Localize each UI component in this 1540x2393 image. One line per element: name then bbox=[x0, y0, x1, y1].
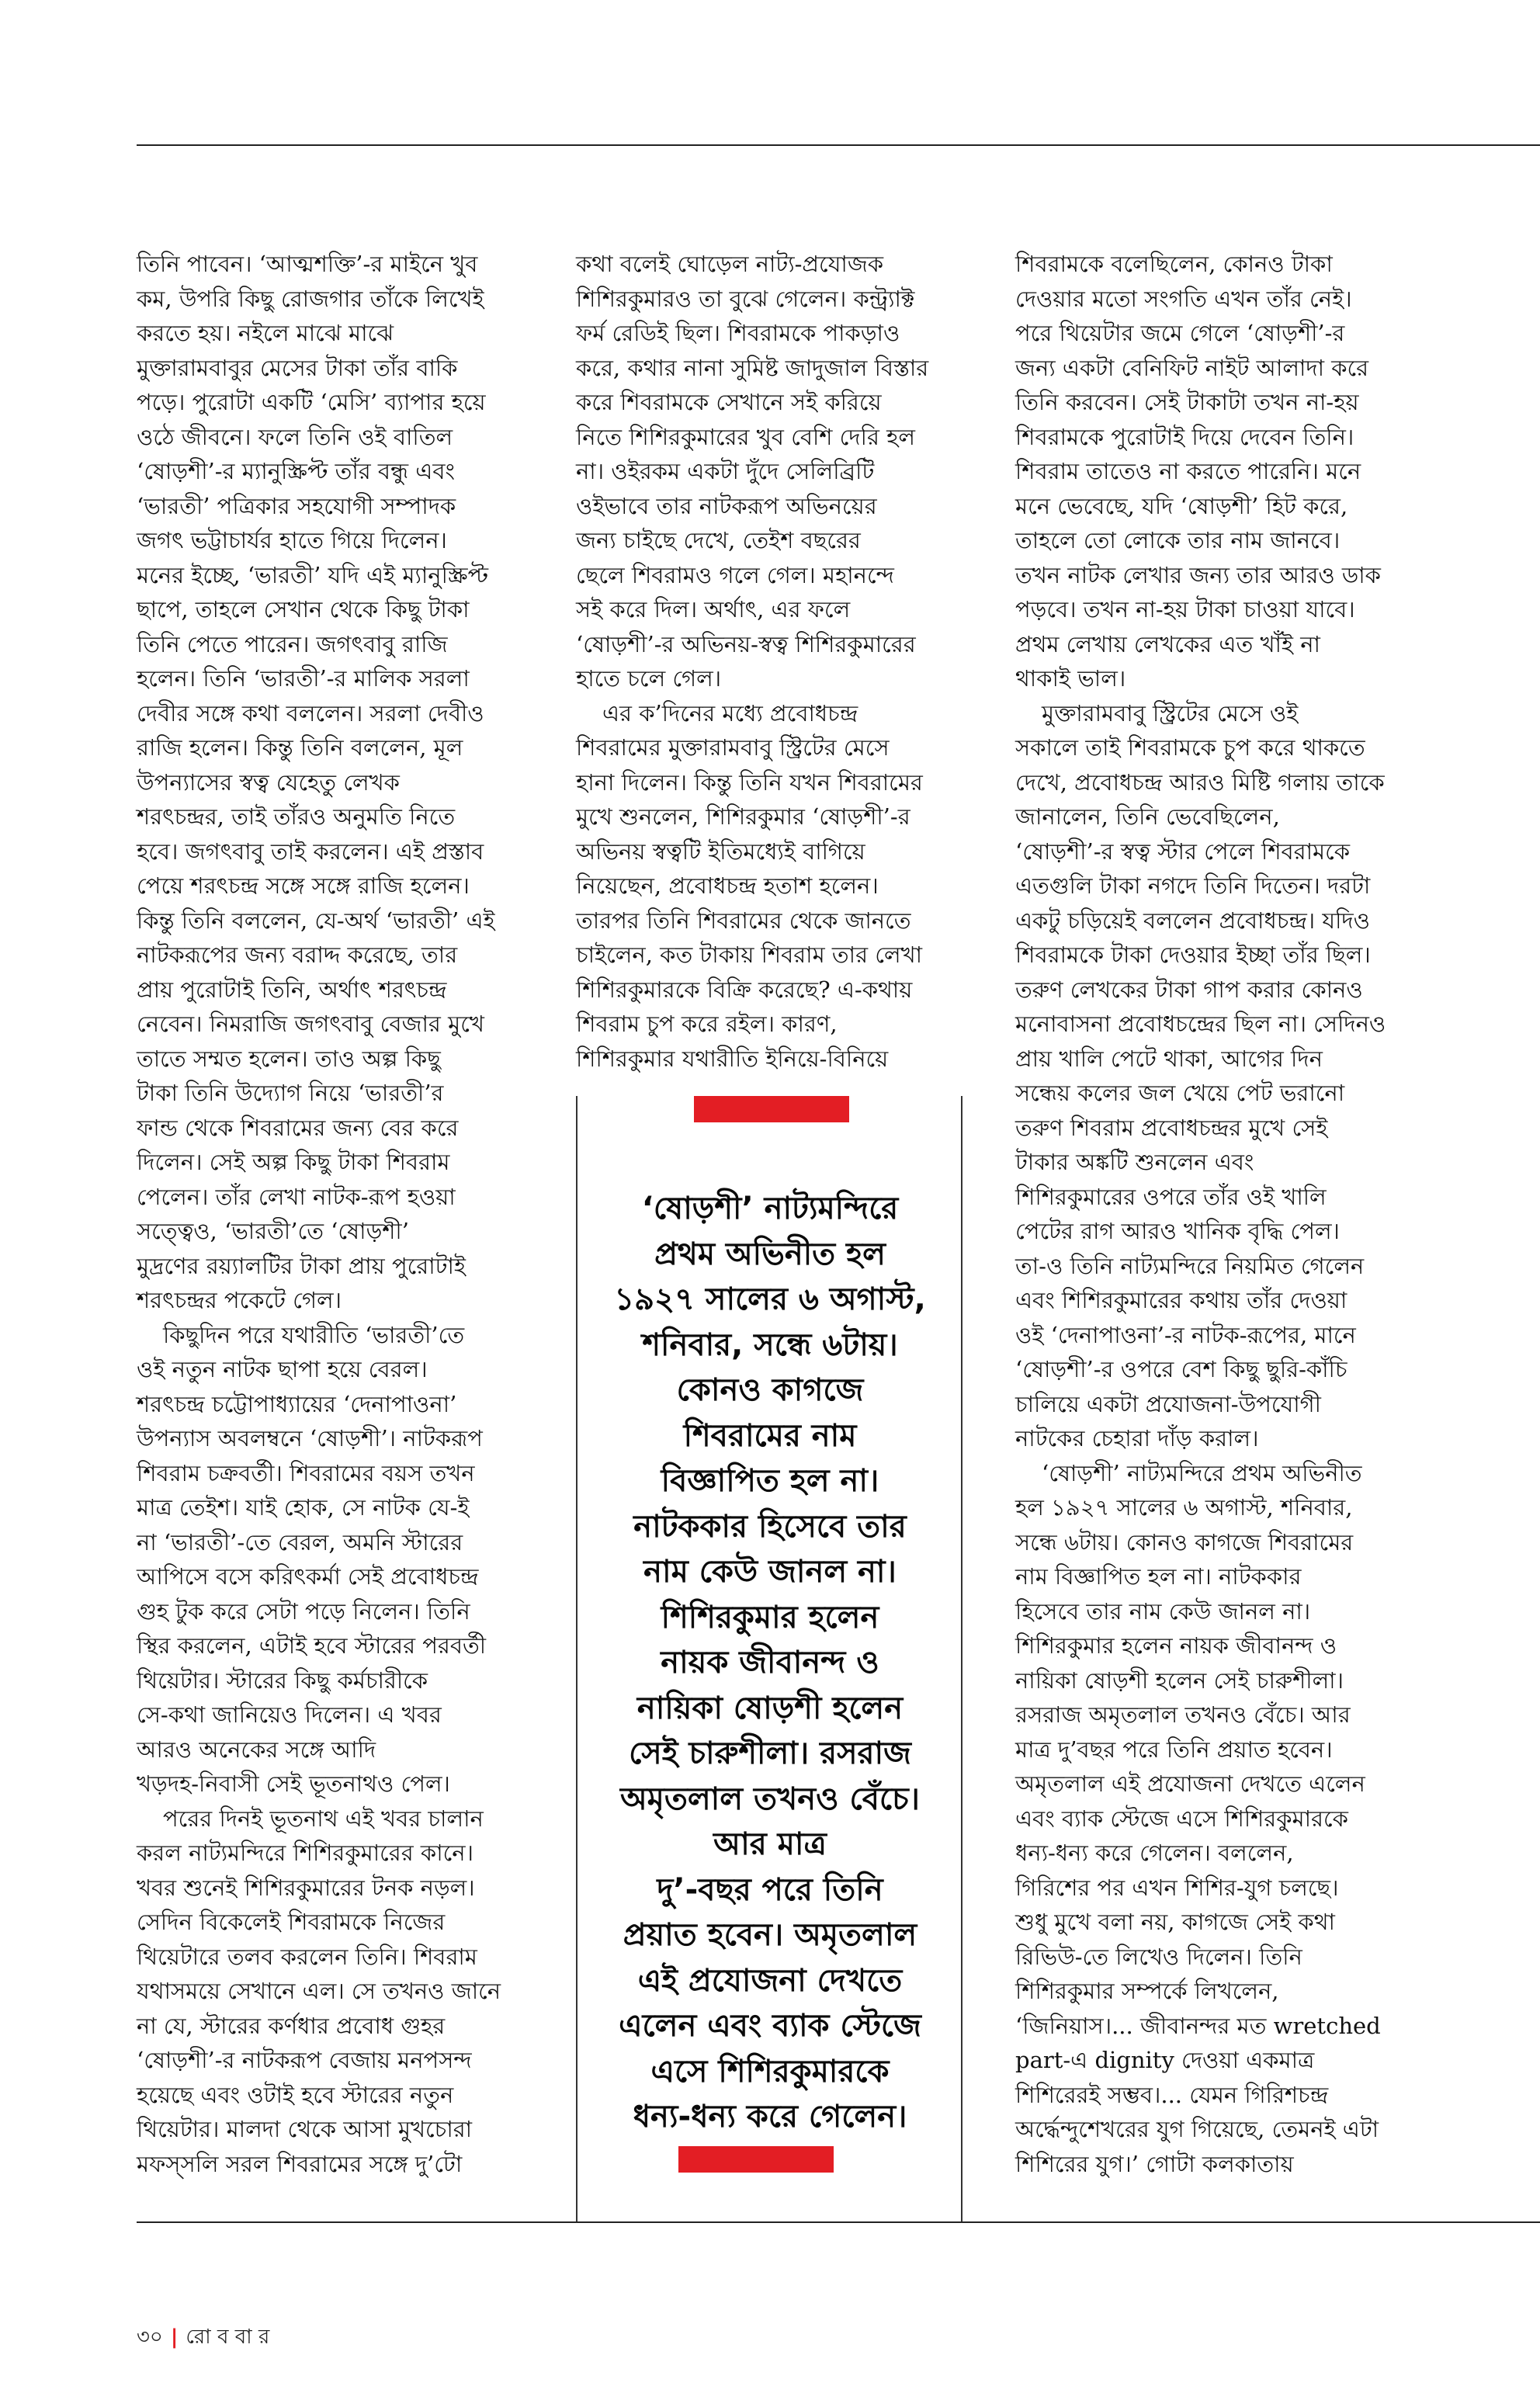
text-line: এবং ব্যাক স্টেজে এসে শিশিরকুমারকে bbox=[1015, 1805, 1348, 1832]
text-line: জানালেন, তিনি ভেবেছিলেন, bbox=[1015, 803, 1280, 830]
text-line: দেওয়ার মতো সংগতি এখন তাঁর নেই। bbox=[1015, 285, 1352, 312]
text-line: পরের দিনই ভূতনাথ এই খবর চালান bbox=[163, 1805, 484, 1832]
text-line: গিরিশের পর এখন শিশির-যুগ চলছে। bbox=[1015, 1874, 1339, 1901]
pullquote-line: সেই চারুশীলা। রসরাজ bbox=[629, 1736, 911, 1771]
text-line: রাজি হলেন। কিন্তু তিনি বললেন, মূল bbox=[137, 734, 463, 761]
text-line: ওই নতুন নাটক ছাপা হয়ে বেরল। bbox=[137, 1356, 428, 1382]
text-line: মফস্সলি সরল শিবরামের সঙ্গে দু’টো bbox=[137, 2150, 463, 2177]
text-line: নাটকের চেহারা দাঁড় করাল। bbox=[1015, 1425, 1259, 1451]
text-line: দেবীর সঙ্গে কথা বললেন। সরলা দেবীও bbox=[137, 699, 484, 727]
text-line: ‘ষোড়শী’-র ম্যানুস্ক্রিপ্ট তাঁর বন্ধু এবং bbox=[137, 458, 455, 484]
text-line: শিবরাম চক্রবর্তী। শিবরামের বয়স তখন bbox=[137, 1459, 475, 1486]
text-line: তরুণ শিবরাম প্রবোধচন্দ্রর মুখে সেই bbox=[1015, 1114, 1328, 1141]
text-line: পেলেন। তাঁর লেখা নাটক-রূপ হওয়া bbox=[137, 1183, 456, 1210]
text-line: হবে। জগৎবাবু তাই করলেন। এই প্রস্তাব bbox=[137, 838, 484, 865]
text-line: প্রায় পুরোটাই তিনি, অর্থাৎ শরৎচন্দ্র bbox=[137, 976, 447, 1003]
text-line: করল নাট্যমন্দিরে শিশিরকুমারের কানে। bbox=[137, 1840, 473, 1866]
text-line: মাত্র তেইশ। যাই হোক, সে নাটক যে-ই bbox=[137, 1494, 470, 1521]
text-line: প্রথম লেখায় লেখকের এত খাঁই না bbox=[1015, 630, 1320, 657]
text-line: কিছুদিন পরে যথারীতি ‘ভারতী’তে bbox=[163, 1321, 465, 1348]
pullquote-line: এলেন এবং ব্যাক স্টেজে bbox=[619, 2008, 921, 2044]
text-line: সন্ধে ৬টায়। কোনও কাগজে শিবরামের bbox=[1015, 1528, 1354, 1555]
text-line: তাহলে তো লোকে তার নাম জানবে। bbox=[1015, 527, 1341, 553]
text-line: খবর শুনেই শিশিরকুমারের টনক নড়ল। bbox=[137, 1874, 475, 1901]
text-line: শরৎচন্দ্র চট্টোপাধ্যায়ের ‘দেনাপাওনা’ bbox=[137, 1390, 457, 1417]
pullquote-line: আর মাত্র bbox=[713, 1826, 827, 1862]
text-line: পেয়ে শরৎচন্দ্র সঙ্গে সঙ্গে রাজি হলেন। bbox=[137, 872, 470, 899]
text-line: শিবরামকে টাকা দেওয়ার ইচ্ছা তাঁর ছিল। bbox=[1015, 942, 1371, 968]
text-line: নায়িকা ষোড়শী হলেন সেই চারুশীলা। bbox=[1015, 1666, 1344, 1694]
text-line: পড়ে। পুরোটা একটি ‘মেসি’ ব্যাপার হয়ে bbox=[137, 389, 486, 415]
text-line: হানা দিলেন। কিন্তু তিনি যখন শিবরামের bbox=[576, 768, 923, 796]
text-line: করে, কথার নানা সুমিষ্ট জাদুজাল বিস্তার bbox=[576, 354, 929, 381]
page-footer bbox=[137, 2321, 269, 2355]
pullquote-line: শিবরামের নাম bbox=[683, 1417, 857, 1454]
text-line: চালিয়ে একটা প্রযোজনা-উপযোগী bbox=[1015, 1390, 1321, 1417]
text-line: মুক্তারামবাবু স্ট্রিটের মেসে ওই bbox=[1042, 699, 1299, 727]
text-line: তারপর তিনি শিবরামের থেকে জানতে bbox=[576, 907, 911, 934]
text-line: মুক্তারামবাবুর মেসের টাকা তাঁর বাকি bbox=[137, 354, 458, 381]
pullquote-line: নাটককার হিসেবে তার bbox=[633, 1508, 907, 1545]
text-line: ওঠে জীবনে। ফলে তিনি ওই বাতিল bbox=[137, 423, 453, 450]
pullquote-divider-left bbox=[576, 1096, 578, 2221]
text-line: মনে ভেবেছে, যদি ‘ষোড়শী’ হিট করে, bbox=[1015, 492, 1348, 519]
pullquote-line: দু’-বছর পরে তিনি bbox=[657, 1871, 883, 1908]
text-line: হয়েছে এবং ওটাই হবে স্টারের নতুন bbox=[137, 2081, 454, 2108]
text-line: ‘ভারতী’ পত্রিকার সহযোগী সম্পাদক bbox=[137, 492, 456, 519]
text-line: শিবরামকে পুরোটাই দিয়ে দেবেন তিনি। bbox=[1015, 423, 1354, 450]
pullquote-line: এসে শিশিরকুমারকে bbox=[650, 2053, 890, 2090]
text-line: মুখে শুনলেন, শিশিরকুমার ‘ষোড়শী’-র bbox=[576, 803, 910, 830]
text-line: কম, উপরি কিছু রোজগার তাঁকে লিখেই bbox=[137, 285, 484, 312]
page-number: ৩০ bbox=[137, 2325, 163, 2349]
text-line: ওইভাবে তার নাটকরূপ অভিনয়ের bbox=[576, 492, 877, 519]
text-line: শিবরামকে বলেছিলেন, কোনও টাকা bbox=[1015, 251, 1333, 277]
text-line: থিয়েটার। মালদা থেকে আসা মুখচোরা bbox=[137, 2116, 473, 2142]
text-line: যথাসময়ে সেখানে এল। সে তখনও জানে bbox=[137, 1978, 501, 2004]
text-line: ফান্ড থেকে শিবরামের জন্য বের করে bbox=[137, 1114, 459, 1141]
text-line: শুধু মুখে বলা নয়, কাগজে সেই কথা bbox=[1015, 1909, 1335, 1935]
text-line: শিবরাম তাতেও না করতে পারেনি। মনে bbox=[1015, 458, 1361, 484]
text-line: আরও অনেকের সঙ্গে আদি bbox=[137, 1736, 376, 1763]
article-column-1 bbox=[137, 247, 540, 2181]
text-line: নিয়েছেন, প্রবোধচন্দ্র হতাশ হলেন। bbox=[576, 872, 879, 899]
text-line: ছাপে, তাহলে সেখান থেকে কিছু টাকা bbox=[137, 596, 470, 623]
text-line: নাটকরূপের জন্য বরাদ্দ করেছে, তার bbox=[137, 942, 458, 968]
article-column-3 bbox=[1015, 247, 1419, 2181]
pullquote-line: ১৯২৭ সালের ৬ অগাস্ট, bbox=[614, 1281, 926, 1317]
text-line: দিলেন। সেই অল্প কিছু টাকা শিবরাম bbox=[137, 1149, 450, 1175]
text-line: হিসেবে তার নাম কেউ জানল না। bbox=[1015, 1597, 1311, 1625]
text-line: গুহ টুক করে সেটা পড়ে নিলেন। তিনি bbox=[137, 1597, 470, 1625]
text-line: করে শিবরামকে সেখানে সই করিয়ে bbox=[576, 389, 882, 415]
pullquote-line: প্রয়াত হবেন। অমৃতলাল bbox=[623, 1917, 917, 1953]
text-line: ওই ‘দেনাপাওনা’-র নাটক-রূপের, মানে bbox=[1015, 1321, 1356, 1348]
text-line: ‘ষোড়শী’-র ওপরে বেশ কিছু ছুরি-কাঁচি bbox=[1015, 1356, 1348, 1382]
text-line: একটু চড়িয়েই বললেন প্রবোধচন্দ্র। যদিও bbox=[1015, 907, 1370, 934]
text-line: স্থির করলেন, এটাই হবে স্টারের পরবর্তী bbox=[137, 1632, 487, 1659]
text-line: না ‘ভারতী’-তে বেরল, অমনি স্টারের bbox=[137, 1528, 463, 1555]
text-line: part-এ dignity দেওয়া একমাত্র bbox=[1015, 2047, 1315, 2073]
pullquote-line: এই প্রযোজনা দেখতে bbox=[637, 1962, 903, 1999]
text-line: জগৎ ভট্টাচার্যর হাতে গিয়ে দিলেন। bbox=[137, 527, 447, 553]
text-line: দেখে, প্রবোধচন্দ্র আরও মিষ্টি গলায় তাকে bbox=[1015, 768, 1385, 796]
text-line: শরৎচন্দ্রর, তাই তাঁরও অনুমতি নিতে bbox=[137, 803, 456, 830]
magazine-name: রো ব বা র bbox=[186, 2325, 270, 2349]
text-line: অভিনয় স্বত্বটি ইতিমধ্যেই বাগিয়ে bbox=[576, 838, 865, 865]
text-line: মনের ইচ্ছে, ‘ভারতী’ যদি এই ম্যানুস্ক্রিপ্ট bbox=[137, 561, 489, 588]
article-column-2 bbox=[576, 247, 980, 1076]
text-line: শিশিরকুমার হলেন নায়ক জীবানন্দ ও bbox=[1015, 1632, 1337, 1659]
text-line: সন্ধেয় কলের জল খেয়ে পেট ভরানো bbox=[1015, 1080, 1345, 1106]
pullquote-line: ধন্য-ধন্য করে গেলেন। bbox=[633, 2099, 907, 2135]
text-line: ছেলে শিবরামও গলে গেল। মহানন্দে bbox=[576, 561, 894, 588]
pullquote bbox=[584, 1186, 956, 2140]
text-line: শিশিরকুমারের ওপরে তাঁর ওই খালি bbox=[1015, 1183, 1327, 1210]
text-line: করতে হয়। নইলে মাঝে মাঝে bbox=[137, 320, 394, 346]
text-line: শিশিরকুমারকে বিক্রি করেছে? এ-কথায় bbox=[576, 976, 913, 1003]
text-line: টাকার অঙ্কটি শুনলেন এবং bbox=[1015, 1149, 1254, 1175]
text-line: প্রায় খালি পেটে থাকা, আগের দিন bbox=[1015, 1045, 1323, 1072]
text-line: চাইলেন, কত টাকায় শিবরাম তার লেখা bbox=[576, 942, 923, 968]
pullquote-line: নায়ক জীবানন্দ ও bbox=[661, 1645, 879, 1680]
pullquote-line: অমৃতলাল তখনও বেঁচে। bbox=[620, 1781, 920, 1817]
text-line: শিশিরকুমার যথারীতি ইনিয়ে-বিনিয়ে bbox=[576, 1045, 889, 1072]
text-line: ‘ষোড়শী’ নাট্যমন্দিরে প্রথম অভিনীত bbox=[1042, 1459, 1362, 1486]
text-line: এবং শিশিরকুমারের কথায় তাঁর দেওয়া bbox=[1015, 1287, 1348, 1313]
text-line: শিশিরকুমারও তা বুঝে গেলেন। কন্ট্র্যাক্ট bbox=[576, 285, 915, 312]
text-line: থিয়েটার। স্টারের কিছু কর্মচারীকে bbox=[137, 1666, 428, 1694]
text-line: তা-ও তিনি নাট্যমন্দিরে নিয়মিত গেলেন bbox=[1015, 1252, 1365, 1279]
bottom-rule bbox=[137, 2221, 1540, 2223]
text-line: ধন্য-ধন্য করে গেলেন। বললেন, bbox=[1015, 1840, 1294, 1866]
text-line: মুদ্রণের রয়্যালটির টাকা প্রায় পুরোটাই bbox=[137, 1252, 466, 1279]
text-line: খড়দহ-নিবাসী সেই ভূতনাথও পেল। bbox=[137, 1770, 450, 1797]
text-line: হাতে চলে গেল। bbox=[576, 665, 722, 692]
text-line: না। ওইরকম একটা দুঁদে সেলিব্রিটি bbox=[576, 458, 875, 484]
text-line: ফর্ম রেডিই ছিল। শিবরামকে পাকড়াও bbox=[576, 320, 900, 346]
text-line: জন্য চাইছে দেখে, তেইশ বছরের bbox=[576, 527, 861, 553]
text-line: সেদিন বিকেলেই শিবরামকে নিজের bbox=[137, 1909, 446, 1935]
text-line: ‘ষোড়শী’-র নাটকরূপ বেজায় মনপসন্দ bbox=[137, 2047, 472, 2073]
text-line: তাতে সম্মত হলেন। তাও অল্প কিছু bbox=[137, 1045, 441, 1072]
pullquote-line: শিশিরকুমার হলেন bbox=[661, 1599, 879, 1635]
text-line: টাকা তিনি উদ্যোগ নিয়ে ‘ভারতী’র bbox=[137, 1080, 444, 1106]
text-line: তিনি করবেন। সেই টাকাটা তখন না-হয় bbox=[1015, 389, 1359, 415]
text-line: উপন্যাস অবলম্বনে ‘ষোড়শী’। নাটকরূপ bbox=[137, 1425, 483, 1451]
text-line: রসরাজ অমৃতলাল তখনও বেঁচে। আর bbox=[1015, 1701, 1351, 1728]
text-line: শিশিরকুমার সম্পর্কে লিখলেন, bbox=[1015, 1978, 1279, 2004]
text-line: উপন্যাসের স্বত্ব যেহেতু লেখক bbox=[137, 768, 400, 796]
text-line: কথা বলেই ঘোড়েল নাট্য-প্রযোজক bbox=[576, 251, 884, 277]
text-line: নিতে শিশিরকুমারের খুব বেশি দেরি হল bbox=[576, 423, 915, 450]
text-line: সই করে দিল। অর্থাৎ, এর ফলে bbox=[576, 596, 851, 623]
text-line: হলেন। তিনি ‘ভারতী’-র মালিক সরলা bbox=[137, 665, 470, 692]
text-line: সকালে তাই শিবরামকে চুপ করে থাকতে bbox=[1015, 734, 1365, 761]
pullquote-line: প্রথম অভিনীত হল bbox=[654, 1236, 886, 1272]
text-line: পেটের রাগ আরও খানিক বৃদ্ধি পেল। bbox=[1015, 1218, 1340, 1244]
text-line: সত্ত্বেও, ‘ভারতী’তে ‘ষোড়শী’ bbox=[137, 1218, 409, 1244]
text-line: শরৎচন্দ্রর পকেটে গেল। bbox=[137, 1287, 342, 1313]
text-line: এতগুলি টাকা নগদে তিনি দিতেন। দরটা bbox=[1015, 872, 1371, 899]
text-line: নাম বিজ্ঞাপিত হল না। নাটককার bbox=[1015, 1563, 1302, 1590]
text-line: তিনি পাবেন। ‘আত্মশক্তি’-র মাইনে খুব bbox=[137, 251, 478, 277]
pullquote-line: শনিবার, সন্ধে ৬টায়। bbox=[642, 1327, 898, 1363]
text-line: এর ক’দিনের মধ্যে প্রবোধচন্দ্র bbox=[602, 699, 858, 727]
pullquote-line: কোনও কাগজে bbox=[676, 1372, 864, 1408]
text-line: নেবেন। নিমরাজি জগৎবাবু বেজার মুখে bbox=[137, 1011, 484, 1037]
text-line: হল ১৯২৭ সালের ৬ অগাস্ট, শনিবার, bbox=[1015, 1494, 1353, 1521]
pullquote-line: ‘ষোড়শী’ নাট্যমন্দিরে bbox=[641, 1191, 899, 1226]
text-line: আপিসে বসে করিৎকর্মা সেই প্রবোধচন্দ্র bbox=[137, 1563, 479, 1590]
text-line: তরুণ লেখকের টাকা গাপ করার কোনও bbox=[1015, 976, 1363, 1003]
pullquote-red-bar-top bbox=[694, 1096, 849, 1122]
text-line: কিন্তু তিনি বললেন, যে-অর্থ ‘ভারতী’ এই bbox=[137, 907, 495, 934]
text-line: মাত্র দু’বছর পরে তিনি প্রয়াত হবেন। bbox=[1015, 1736, 1333, 1763]
text-line: রিভিউ-তে লিখেও দিলেন। তিনি bbox=[1015, 1943, 1302, 1970]
pullquote-line: বিজ্ঞাপিত হল না। bbox=[661, 1463, 879, 1499]
pullquote-line: নায়িকা ষোড়শী হলেন bbox=[636, 1690, 904, 1726]
top-rule bbox=[137, 144, 1540, 146]
text-line: না যে, স্টারের কর্ণধার প্রবোধ গুহর bbox=[137, 2012, 446, 2039]
text-line: জন্য একটা বেনিফিট নাইট আলাদা করে bbox=[1015, 354, 1369, 381]
text-line: শিশিরেরই সম্ভব।... যেমন গিরিশচন্দ্র bbox=[1015, 2081, 1329, 2108]
text-line: তখন নাটক লেখার জন্য তার আরও ডাক bbox=[1015, 561, 1381, 588]
text-line: থাকাই ভাল। bbox=[1015, 665, 1126, 692]
text-line: সে-কথা জানিয়েও দিলেন। এ খবর bbox=[137, 1701, 442, 1728]
text-line: ‘ষোড়শী’-র স্বত্ব স্টার পেলে শিবরামকে bbox=[1015, 838, 1351, 865]
pullquote-line: নাম কেউ জানল না। bbox=[643, 1554, 897, 1590]
text-line: ‘ষোড়শী’-র অভিনয়-স্বত্ব শিশিরকুমারের bbox=[576, 630, 916, 657]
text-line: শিবরাম চুপ করে রইল। কারণ, bbox=[576, 1011, 838, 1037]
text-line: অর্দ্ধেন্দুশেখরের যুগ গিয়েছে, তেমনই এটা bbox=[1015, 2116, 1379, 2142]
footer-separator: | bbox=[170, 2325, 179, 2349]
pullquote-divider-right bbox=[961, 1096, 962, 2221]
text-line: অমৃতলাল এই প্রযোজনা দেখতে এলেন bbox=[1015, 1770, 1365, 1797]
text-line: মনোবাসনা প্রবোধচন্দ্রের ছিল না। সেদিনও bbox=[1015, 1011, 1386, 1037]
text-line: শিবরামের মুক্তারামবাবু স্ট্রিটের মেসে bbox=[576, 734, 890, 761]
text-line: তিনি পেতে পারেন। জগৎবাবু রাজি bbox=[137, 630, 448, 657]
pullquote-red-bar-bottom bbox=[678, 2146, 834, 2173]
text-line: থিয়েটারে তলব করলেন তিনি। শিবরাম bbox=[137, 1943, 477, 1970]
text-line: পড়বে। তখন না-হয় টাকা চাওয়া যাবে। bbox=[1015, 596, 1355, 623]
text-line: পরে থিয়েটার জমে গেলে ‘ষোড়শী’-র bbox=[1015, 320, 1345, 346]
text-line: শিশিরের যুগ।’ গোটা কলকাতায় bbox=[1015, 2150, 1294, 2177]
text-line: ‘জিনিয়াস।... জীবানন্দর মত wretched bbox=[1015, 2012, 1381, 2039]
